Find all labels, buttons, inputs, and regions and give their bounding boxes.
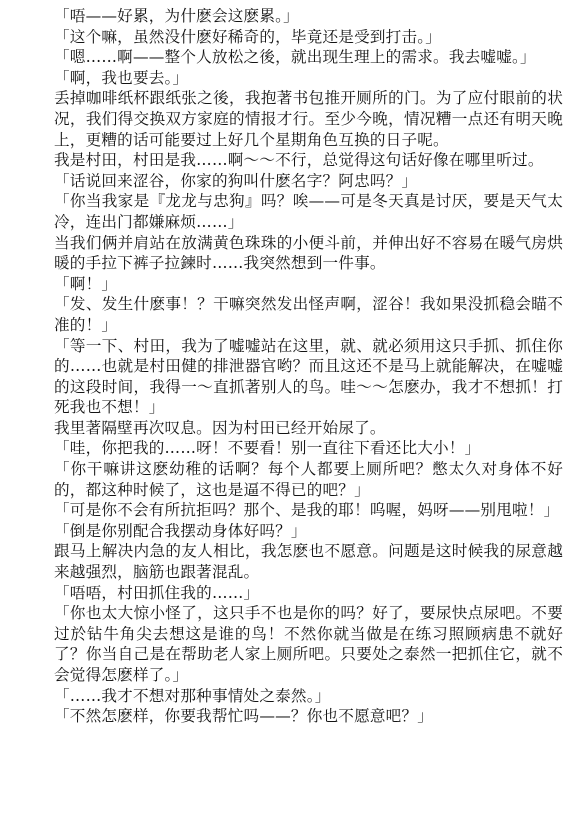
paragraph: 「发、发生什麽事！？干嘛突然发出怪声啊，涩谷！我如果没抓稳会瞄不准的！」 bbox=[54, 295, 563, 334]
paragraph: 「不然怎麽样，你要我帮忙吗——？你也不愿意吧？」 bbox=[54, 707, 434, 726]
paragraph: 「你当我家是『龙龙与忠狗』吗？唉——可是冬天真是讨厌，要是天气太冷，连出门都嫌麻烦……」 bbox=[54, 192, 563, 231]
paragraph: 「话说回来涩谷，你家的狗叫什麽名字？阿忠吗？」 bbox=[54, 171, 418, 190]
paragraph: 我是村田，村田是我……啊～～不行，总觉得这句话好像在哪里听过。 bbox=[54, 151, 544, 170]
paragraph: 「倒是你别配合我摆动身体好吗？」 bbox=[54, 521, 307, 540]
paragraph: 我里著隔壁再次叹息。因为村田已经开始尿了。 bbox=[54, 418, 386, 437]
paragraph: 「哇，你把我的……呀！不要看！别一直往下看还比大小！」 bbox=[54, 439, 481, 458]
paragraph: 「这个嘛，虽然没什麽好稀奇的，毕竟还是受到打击。」 bbox=[54, 27, 442, 46]
paragraph: 「你也太大惊小怪了，这只手不也是你的吗？好了，要尿快点尿吧。不要过於钻牛角尖去想这是谁的鸟！不然你就当做是在练习照顾病患不就好了？你当自己是在帮助老人家上厕所吧。只要处之泰然一把抓住它，就不会觉得怎麽样了。」 bbox=[54, 604, 563, 684]
paragraph: 丢掉咖啡纸杯跟纸张之後，我抱著书包推开厕所的门。为了应付眼前的状况，我们得交换双方家庭的情报才行。至少今晚，情况糟一点还有明天晚上，更糟的话可能要过上好几个星期角色互换的日子呢。 bbox=[54, 89, 563, 149]
paragraph: 当我们俩并肩站在放满黄色珠珠的小便斗前，并伸出好不容易在暖气房烘暖的手拉下裤子拉鍊时……我突然想到一件事。 bbox=[54, 233, 563, 273]
paragraph: 「……我才不想对那种事情处之泰然。」 bbox=[54, 686, 331, 705]
paragraph: 「等一下、村田，我为了嘘嘘站在这里，就、就必须用这只手抓、抓住你的……也就是村田健的排泄器官哟？而且这还不是马上就能解决，在嘘嘘的这段时间，我得一～直抓著别人的鸟。哇～～怎麽办，我才不想抓！打死我也不想！」 bbox=[54, 336, 563, 417]
paragraph: 「可是你不会有所抗拒吗？那个、是我的耶！呜喔，妈呀——别甩啦！」 bbox=[54, 501, 560, 520]
paragraph: 「啊，我也要去。」 bbox=[54, 68, 189, 87]
paragraph: 「啊！」 bbox=[54, 274, 118, 293]
paragraph: 「唔——好累，为什麽会这麽累。」 bbox=[54, 7, 299, 25]
paragraph: 跟马上解决内急的友人相比，我怎麽也不愿意。问题是这时候我的尿意越来越强烈，脑筋也跟著混乱。 bbox=[54, 542, 563, 582]
paragraph: 「嗯……啊——整个人放松之後，就出现生理上的需求。我去嘘嘘。」 bbox=[54, 48, 536, 67]
paragraph: 「唔唔，村田抓住我的……」 bbox=[54, 583, 260, 602]
paragraph: 「你干嘛讲这麽幼稚的话啊？每个人都要上厕所吧？憋太久对身体不好的，都这种时候了，这也是逼不得已的吧？」 bbox=[54, 460, 563, 499]
